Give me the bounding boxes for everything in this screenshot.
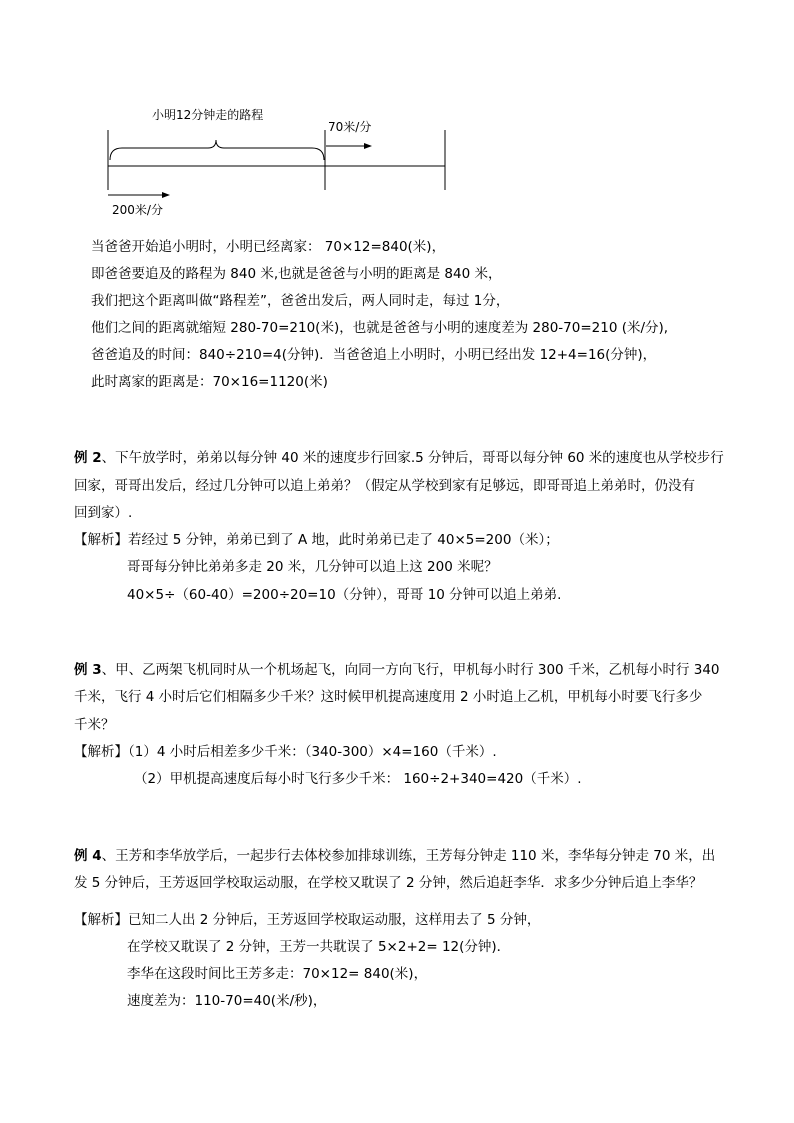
example-2-analysis-line bbox=[74, 531, 559, 549]
example-2-analysis-line: 40×5÷（60-40）=200÷20=10（分钟），哥哥 10 分钟可以追上弟弟. bbox=[127, 587, 562, 603]
example-2-question-line: 回到家）. bbox=[74, 505, 133, 521]
intro-line: 他们之间的距离就缩短 280-70=210(米)，也就是爸爸与小明的速度差为 280-70=210 (米/分), bbox=[91, 320, 669, 336]
example-2-analysis-line: 哥哥每分钟比弟弟多走 20 米，几分钟可以追上这 200 米呢？ bbox=[127, 559, 498, 575]
intro-line: 即爸爸要追及的路程为 840 米,也就是爸爸与小明的距离是 840 米， bbox=[91, 266, 502, 282]
example-4-question-line: 发 5 分钟后，王芳返回学校取运动服，在学校又耽误了 2 分钟，然后追赶李华．求多少分钟后追上李华？ bbox=[74, 875, 703, 891]
example-4-question-line bbox=[74, 847, 715, 865]
speed-bottom-label: 200米/分 bbox=[112, 203, 163, 217]
example-2-question-text: 、下午放学时，弟弟以每分钟 40 米的速度步行回家.5 分钟后，哥哥以每分钟 60 米的速度也从学校步行 bbox=[101, 450, 724, 466]
example-2-question-line bbox=[74, 449, 724, 467]
example-4-analysis-line: 李华在这段时间比王芳多走：70×12= 840(米)， bbox=[127, 966, 428, 982]
example-4-analysis-line: 在学校又耽误了 2 分钟，王芳一共耽误了 5×2+2= 12(分钟)． bbox=[127, 939, 511, 955]
brace bbox=[110, 140, 324, 160]
example-3-question-line bbox=[74, 661, 720, 679]
chase-line-diagram bbox=[100, 100, 460, 225]
example-2-question-line: 回家，哥哥出发后，经过几分钟可以追上弟弟？（假定从学校到家有足够远，即哥哥追上弟弟时，仍没有 bbox=[74, 478, 695, 494]
example-3-question-line: 千米？ bbox=[74, 717, 115, 733]
top-arrowhead bbox=[364, 143, 372, 149]
example-2-label: 例 2 bbox=[74, 450, 102, 466]
analysis-text: 已知二人出 2 分钟后，王芳返回学校取运动服，这样用去了 5 分钟， bbox=[128, 912, 541, 928]
analysis-tag: 【解析】 bbox=[74, 532, 128, 548]
example-4-label: 例 4 bbox=[74, 848, 102, 864]
analysis-tag: 【解析】 bbox=[74, 912, 128, 928]
example-3-label: 例 3 bbox=[74, 662, 102, 678]
example-3-analysis-line: （2）甲机提高速度后每小时飞行多少千米： 160÷2+340=420（千米）. bbox=[134, 771, 582, 787]
bottom-arrowhead bbox=[162, 192, 170, 198]
analysis-text: 若经过 5 分钟，弟弟已到了 A 地，此时弟弟已走了 40×5=200（米）； bbox=[128, 532, 559, 548]
intro-line: 爸爸追及的时间：840÷210=4(分钟)．当爸爸追上小明时，小明已经出发 12+4=16(分钟)， bbox=[91, 347, 657, 363]
example-3-analysis-line bbox=[74, 743, 497, 761]
example-4-analysis-line bbox=[74, 911, 540, 929]
analysis-tag: 【解析】 bbox=[74, 744, 128, 760]
example-3-question-line: 千米，飞行 4 小时后它们相隔多少千米？这时候甲机提高速度用 2 小时追上乙机，甲机每小时要飞行多少 bbox=[74, 689, 703, 705]
example-4-question-text: 、王芳和李华放学后，一起步行去体校参加排球训练，王芳每分钟走 110 米，李华每分钟走 70 米，出 bbox=[101, 848, 716, 864]
speed-top-label: 70米/分 bbox=[328, 120, 372, 134]
example-4-analysis-line: 速度差为：110-70=40(米/秒)， bbox=[127, 993, 327, 1009]
brace-label: 小明12分钟走的路程 bbox=[152, 108, 264, 122]
intro-line: 此时离家的距离是：70×16=1120(米) bbox=[91, 374, 328, 390]
intro-line: 当爸爸开始追小明时，小明已经离家： 70×12=840(米)， bbox=[91, 239, 446, 255]
intro-line: 我们把这个距离叫做“路程差”，爸爸出发后，两人同时走，每过 1分， bbox=[91, 293, 510, 309]
analysis-text: （1）4 小时后相差多少千米：（340-300）×4=160（千米）. bbox=[128, 744, 497, 760]
example-3-question-text: 、甲、乙两架飞机同时从一个机场起飞，向同一方向飞行，甲机每小时行 300 千米，乙机每小时行 340 bbox=[101, 662, 720, 678]
